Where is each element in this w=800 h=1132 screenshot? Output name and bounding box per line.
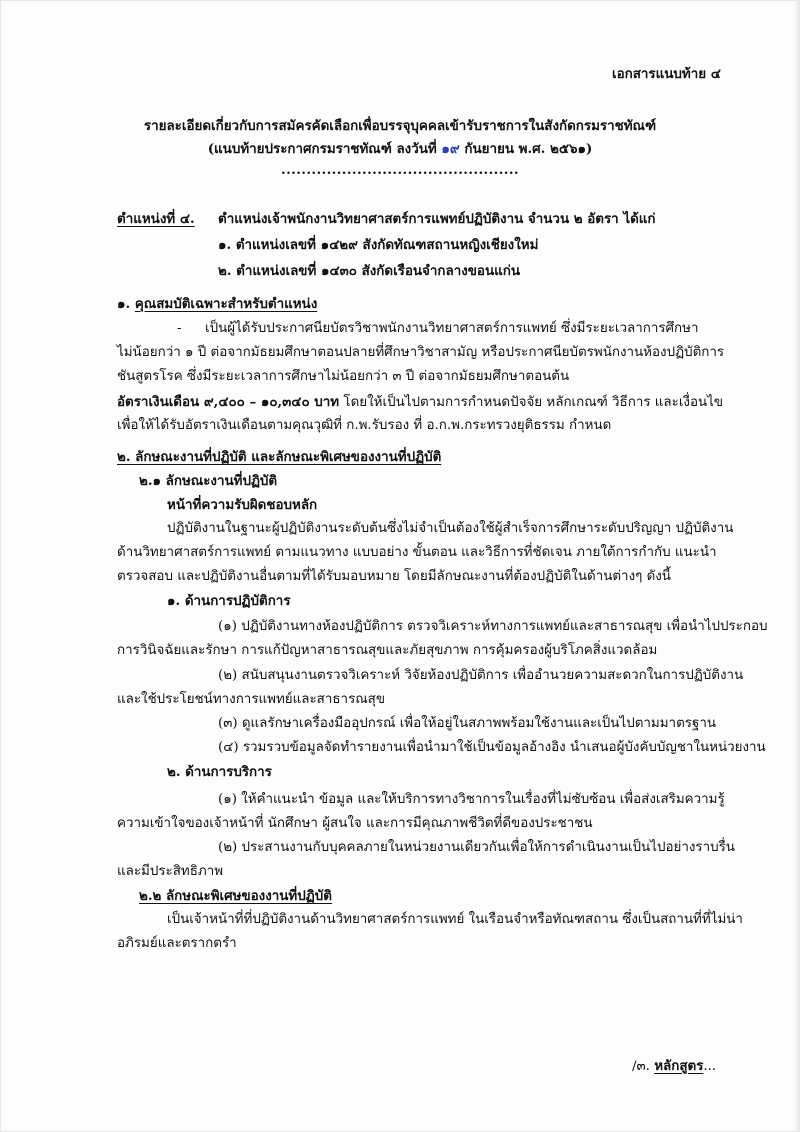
special-line-2: อภิรมย์และตรากตรำ [117, 936, 237, 951]
duties-heading: หน้าที่ความรับผิดชอบหลัก [167, 497, 318, 513]
operations-item-3: (๓) ดูแลรักษาเครื่องมืออุปกรณ์ เพื่อให้อยู่ในสภาพพร้อมใช้งานและเป็นไปตามมาตรฐาน [218, 716, 717, 731]
document-subtitle [0, 139, 800, 159]
section-1-number: ๑. [117, 296, 131, 312]
continuation-next: หลักสูตร [654, 1058, 704, 1074]
service-item-2-line-1: (๒) ประสานงานกับบุคคลภายในหน่วยงานเดียวกันเพื่อให้การดำเนินงานเป็นไปอย่างราบรื่น [218, 840, 735, 855]
special-line-1: เป็นเจ้าหน้าที่ที่ปฏิบัติงานด้านวิทยาศาสตร์การแพทย์ ในเรือนจำหรือทัณฑสถาน ซึ่งเป็นสถานที่ที่ไม่น่า [167, 912, 743, 927]
operations-item-1-line-2: การวินิจฉัยและรักษา การแก้ปัญหาสาธารณสุขและภัยสุขภาพ การคุ้มครองผู้บริโภคสิ่งแวดล้อม [117, 643, 658, 658]
position-title: ตำแหน่งเจ้าพนักงานวิทยาศาสตร์การแพทย์ปฏิบัติงาน จำนวน ๒ อัตรา ได้แก่ [218, 211, 656, 227]
section-2-heading: ๒. ลักษณะงานที่ปฏิบัติ และลักษณะพิเศษของงานที่ปฏิบัติ [117, 449, 442, 465]
operations-item-4: (๔) รวมรวบข้อมูลจัดทำรายงานเพื่อนำมาใช้เป็นข้อมูลอ้างอิง นำเสนอผู้บังคับบัญชาในหน่วยงาน [218, 740, 766, 755]
subtitle-day: ๑๙ [441, 141, 460, 157]
service-item-1-line-1: (๑) ให้คำแนะนำ ข้อมูล และให้บริการทางวิชาการในเรื่องที่ไม่ซับซ้อน เพื่อส่งเสริมความรู้ [218, 792, 725, 807]
subsection-2-2: ๒.๒ ลักษณะพิเศษของงานที่ปฏิบัติ [139, 888, 332, 904]
operations-item-1-line-1: (๑) ปฏิบัติงานทางห้องปฏิบัติการ ตรวจวิเคราะห์ทางการแพทย์และสาธารณสุข เพื่อนำไปประกอบ [218, 619, 768, 634]
title-separator: ............................................... [281, 162, 519, 178]
subtitle-prefix: (แนบท้ายประกาศกรมราชทัณฑ์ ลงวันที่ [207, 141, 437, 157]
qualification-line-2: ไม่น้อยกว่า ๑ ปี ต่อจากมัธยมศึกษาตอนปลายที่ศึกษาวิชาสามัญ หรือประกาศนียบัตรพนักงานห้องปฏิบัติการ [117, 345, 725, 360]
continuation-number: /๓. [632, 1059, 650, 1074]
section-1-title: คุณสมบัติเฉพาะสำหรับตำแหน่ง [134, 296, 318, 312]
area-service-heading: ๒. ด้านการบริการ [167, 764, 272, 780]
continuation-dots: ... [703, 1059, 717, 1074]
salary-amount: อัตราเงินเดือน ๙,๔๐๐ – ๑๐,๓๔๐ บาท [117, 394, 340, 410]
duties-intro-line-3: ตรวจสอบ และปฏิบัติงานอื่นตามที่ได้รับมอบหมาย โดยมีลักษณะงานที่ต้องปฏิบัติในด้านต่างๆ ดังนี้ [117, 569, 671, 584]
subsection-2-1: ๒.๑ ลักษณะงานที่ปฏิบัติ [139, 473, 278, 489]
service-item-2-line-2: และมีประสิทธิภาพ [117, 864, 224, 879]
position-label: ตำแหน่งที่ ๔. [117, 211, 195, 227]
page-continuation [632, 1056, 716, 1077]
area-operations-heading: ๑. ด้านการปฏิบัติการ [167, 593, 291, 609]
subtitle-suffix: กันยายน พ.ศ. ๒๕๖๑) [464, 141, 593, 157]
duties-intro-line-2: ด้านวิทยาศาสตร์การแพทย์ ตามแนวทาง แบบอย่าง ขั้นตอน และวิธีการที่ชัดเจน ภายใต้การกำกับ แนะนำ [117, 545, 717, 560]
qualification-dash: - [177, 321, 182, 336]
operations-item-2-line-1: (๒) สนับสนุนงานตรวจวิเคราะห์ วิจัยห้องปฏิบัติการ เพื่ออำนวยความสะดวกในการปฏิบัติงาน [218, 668, 744, 683]
salary-conditions: โดยให้เป็นไปตามการกำหนดปัจจัย หลักเกณฑ์ วิธีการ และเงื่อนไข [343, 395, 724, 410]
operations-item-2-line-2: และใช้ประโยชน์ทางการแพทย์และสาธารณสุข [117, 692, 386, 707]
position-item-2: ๒. ตำแหน่งเลขที่ ๑๔๓๐ สังกัดเรือนจำกลางขอนแก่น [218, 263, 521, 279]
duties-intro-line-1: ปฏิบัติงานในฐานะผู้ปฏิบัติงานระดับต้นซึ่งไม่จำเป็นต้องใช้ผู้สำเร็จการศึกษาระดับปริญญา ปฏิบัติงาน [167, 521, 734, 536]
qualification-line-3: ชันสูตรโรค ซึ่งมีระยะเวลาการศึกษาไม่น้อยกว่า ๓ ปี ต่อจากมัธยมศึกษาตอนต้น [117, 369, 570, 384]
qualification-line-1: เป็นผู้ได้รับประกาศนียบัตรวิชาพนักงานวิทยาศาสตร์การแพทย์ ซึ่งมีระยะเวลาการศึกษา [205, 321, 699, 336]
position-item-1: ๑. ตำแหน่งเลขที่ ๑๔๒๙ สังกัดทัณฑสถานหญิงเชียงใหม่ [218, 237, 539, 253]
salary-line-1 [117, 392, 723, 413]
section-1-heading [117, 294, 317, 314]
annex-label: เอกสารแนบท้าย ๔ [612, 66, 721, 82]
service-item-1-line-2: ความเข้าใจของเจ้าหน้าที่ นักศึกษา ผู้สนใจ และการมีคุณภาพชีวิตที่ดีของประชาชน [117, 816, 593, 831]
document-title: รายละเอียดเกี่ยวกับการสมัครคัดเลือกเพื่อบรรจุบุคคลเข้ารับราชการในสังกัดกรมราชทัณฑ์ [143, 118, 657, 134]
salary-line-2: เพื่อให้ได้รับอัตราเงินเดือนตามคุณวุฒิที่ ก.พ.รับรอง ที่ อ.ก.พ.กระทรวงยุติธรรม กำหนด [117, 418, 612, 433]
